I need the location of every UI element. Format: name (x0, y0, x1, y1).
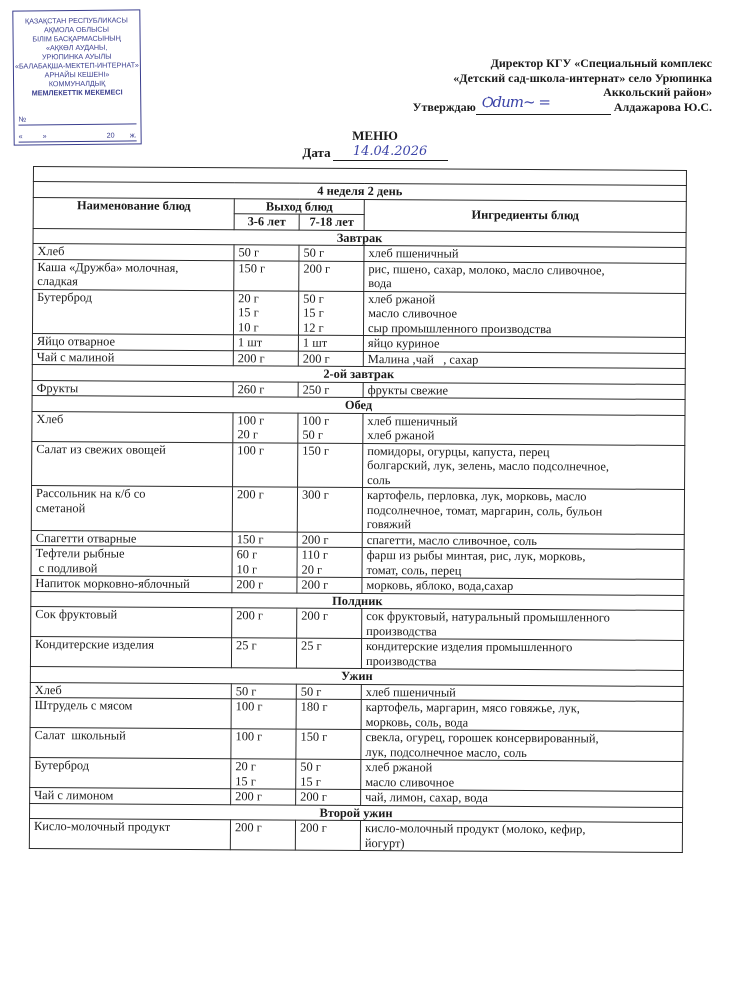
stamp-number-field (18, 113, 136, 125)
header-output: Выход блюд (234, 198, 364, 214)
portion-7-18-cell (298, 413, 363, 443)
date-value: 14.04.2026 (333, 144, 448, 161)
ingredients: масло сливочное (365, 774, 455, 790)
portion-7-18-cell (297, 608, 362, 638)
dish-name-cell (32, 411, 233, 442)
dish-name-cell (31, 530, 232, 547)
portion-7-18: 20 г (301, 562, 323, 577)
portion-3-6-cell (233, 412, 298, 442)
portion-7-18: 200 г (303, 261, 331, 276)
header-age-3-6: 3-6 лет (234, 214, 299, 230)
portion-3-6: 20 г (237, 427, 258, 442)
ingredients-cell (362, 532, 684, 549)
ingredients: свекла, огурец, горошек консервированный, (365, 730, 599, 746)
dish-name: с подливой (35, 560, 98, 575)
dish-name: Каша «Дружба» молочная, (37, 259, 179, 275)
ingredients-cell (363, 413, 685, 445)
dish-name-cell (31, 485, 232, 531)
portion-3-6-cell (232, 487, 297, 532)
dish-name-cell (31, 575, 232, 592)
portion-3-6: 100 г (237, 442, 265, 457)
portion-3-6-cell (233, 381, 298, 397)
section-title: Завтрак (33, 228, 686, 247)
portion-3-6: 50 г (238, 245, 260, 260)
dish-name: Сок фруктовый (35, 607, 118, 622)
dish-name: Хлеб (34, 682, 62, 697)
approval-line-3: Аккольский район» (603, 85, 712, 99)
dish-name-cell (30, 757, 231, 788)
portion-3-6: 20 г (235, 759, 256, 774)
header-dish-name: Наименование блюд (33, 197, 234, 229)
dish-name-cell (29, 818, 230, 849)
dish-row (30, 697, 683, 731)
dish-row (31, 485, 684, 533)
approval-line-2: «Детский сад-школа-интернат» село Урюпинка (453, 70, 712, 85)
portion-3-6: 60 г (236, 547, 258, 562)
dish-name-cell (32, 349, 233, 366)
portion-3-6-cell (233, 290, 298, 335)
portion-7-18-cell (297, 532, 362, 548)
portion-3-6: 100 г (235, 729, 263, 744)
dish-row (33, 259, 686, 293)
portion-3-6: 25 г (236, 638, 257, 653)
ingredients: хлеб ржаной (365, 760, 433, 775)
dish-name-cell (32, 441, 233, 487)
portion-7-18: 180 г (300, 699, 328, 714)
portion-3-6: 1 шт (237, 335, 263, 350)
portion-3-6-cell (233, 350, 298, 366)
ingredients: вода (368, 276, 392, 291)
section-title: Ужин (30, 666, 683, 685)
stamp-line: МЕМЛЕКЕТТІК МЕКЕМЕСІ (31, 87, 123, 98)
stamp-line: АРНАЙЫ КЕШЕНІ» (44, 69, 110, 80)
ingredients: яйцо куриное (367, 336, 440, 351)
dish-row (30, 636, 683, 670)
portion-7-18: 50 г (303, 245, 325, 260)
ingredients-cell (361, 760, 683, 792)
ingredients: рис, пшено, сахар, молоко, масло сливочное, (368, 261, 605, 277)
ingredients-cell (363, 382, 685, 399)
ingredients-cell (364, 261, 686, 293)
dish-name-cell (32, 289, 233, 335)
portion-7-18: 25 г (301, 638, 322, 653)
stamp-year-suffix: ж. (129, 130, 137, 140)
dish-name: сметаной (35, 500, 86, 515)
stamp-line: ҚАЗАҚСТАН РЕСПУБЛИКАСЫ (24, 15, 128, 26)
dish-name: Чай с малиной (36, 349, 115, 365)
dish-name: Штрудель с мясом (34, 698, 133, 713)
ingredients: спагетти, масло сливочное, соль (366, 532, 537, 548)
portion-7-18-cell (297, 577, 362, 593)
dish-name-cell (30, 787, 231, 804)
portion-7-18: 200 г (301, 608, 329, 623)
ingredients: соль (367, 472, 391, 487)
portion-7-18: 250 г (302, 382, 330, 397)
dish-name: Хлеб (36, 411, 64, 426)
dish-name: Салат из свежих овощей (36, 441, 166, 457)
portion-7-18-cell (296, 789, 361, 805)
dish-row (30, 727, 683, 761)
ingredients-cell (363, 291, 685, 337)
dish-row (29, 818, 682, 852)
ingredients-cell (361, 730, 683, 762)
header-age-7-18: 7-18 лет (299, 214, 364, 230)
portion-3-6: 150 г (236, 531, 264, 546)
stamp-line: КОММУНАЛДЫҚ (48, 78, 106, 89)
section-title: Полдник (31, 591, 684, 610)
portion-7-18-cell (298, 291, 363, 336)
dish-row (31, 606, 684, 640)
portion-7-18-cell (299, 245, 364, 261)
ingredients: подсолнечное, томат, маргарин, соль, бульон (366, 502, 603, 518)
portion-7-18: 200 г (300, 789, 327, 804)
portion-3-6-cell (234, 260, 299, 290)
portion-3-6: 200 г (236, 487, 264, 502)
ingredients: производства (366, 623, 437, 638)
dish-name: Хлеб (37, 244, 65, 259)
ingredients-cell (362, 609, 684, 641)
portion-3-6-cell (232, 577, 297, 593)
portion-3-6-cell (231, 683, 296, 699)
ingredients: хлеб пшеничный (368, 246, 459, 261)
portion-7-18: 200 г (301, 577, 329, 592)
stamp-date-mid: » (42, 131, 47, 141)
portion-7-18: 200 г (301, 532, 329, 547)
approval-block (413, 56, 712, 115)
dish-name-cell (31, 606, 232, 637)
dish-name: Рассольник на к/б со (35, 486, 146, 501)
portion-3-6: 15 г (235, 773, 256, 788)
portion-3-6-cell (233, 442, 298, 487)
ingredients-cell (361, 790, 683, 807)
stamp-line: УРЮПИНКА АУЫЛЫ (41, 51, 112, 62)
dish-name: Бутерброд (34, 758, 90, 773)
ingredients: производства (365, 653, 437, 668)
portion-7-18-cell (296, 684, 361, 700)
signer-name: Алдажарова Ю.С. (613, 100, 712, 114)
portion-7-18-cell (296, 638, 361, 668)
portion-7-18-cell (296, 699, 361, 729)
ingredients-cell (364, 246, 686, 263)
section-title: Обед (32, 395, 685, 414)
dish-name-cell (30, 697, 231, 728)
official-stamp (12, 9, 141, 145)
ingredients: болгарский, лук, зелень, масло подсолнечное, (367, 458, 609, 474)
portion-3-6-cell (231, 759, 296, 789)
portion-7-18-cell (297, 547, 362, 577)
portion-3-6: 200 г (236, 608, 264, 623)
ingredients-cell (361, 639, 683, 671)
menu-table (29, 166, 687, 853)
ingredients: кондитерские изделия промышленного (366, 639, 573, 655)
stamp-date-open: « (18, 131, 23, 141)
dish-row (31, 545, 684, 579)
ingredients-cell (362, 578, 684, 595)
signature-line (476, 92, 611, 115)
section-title: 2-ой завтрак (32, 364, 685, 383)
stamp-line: «АҚКӨЛ АУДАНЫ, (45, 42, 108, 53)
dish-name-cell (32, 333, 233, 350)
dish-row (32, 411, 685, 445)
dish-name-cell (33, 259, 234, 290)
portion-7-18-cell (296, 759, 361, 789)
portion-7-18: 200 г (299, 820, 327, 835)
portion-7-18: 200 г (302, 351, 330, 366)
portion-7-18: 12 г (302, 320, 324, 335)
dish-name: Яйцо отварное (36, 334, 116, 349)
signature: Ѻdum~ = (481, 92, 550, 111)
portion-7-18: 50 г (300, 759, 321, 774)
ingredients-cell (363, 336, 685, 353)
portion-3-6: 100 г (235, 699, 263, 714)
dish-name: Фрукты (36, 380, 79, 395)
portion-3-6-cell (231, 729, 296, 759)
section-title: Второй ужин (30, 803, 683, 822)
ingredients: хлеб ржаной (367, 428, 435, 443)
portion-7-18: 50 г (300, 684, 322, 699)
dish-name-cell (30, 636, 231, 667)
ingredients: хлеб пшеничный (367, 413, 458, 429)
ingredients-cell (360, 821, 682, 853)
portion-7-18: 15 г (300, 774, 321, 789)
dish-name: сладкая (37, 274, 78, 289)
dish-name-cell (33, 244, 234, 261)
portion-3-6-cell (233, 335, 298, 351)
portion-3-6-cell (231, 638, 296, 668)
portion-3-6: 200 г (235, 789, 262, 804)
portion-3-6-cell (232, 547, 297, 577)
ingredients-cell (362, 488, 684, 534)
dish-name: Бутерброд (37, 289, 93, 304)
dish-name: Напиток морковно-яблочный (35, 576, 190, 591)
ingredients: фрукты свежие (367, 382, 449, 398)
dish-name: Тефтели рыбные (35, 546, 125, 561)
dish-name: Спагетти отварные (35, 530, 137, 546)
ingredients: масло сливочное (368, 306, 458, 321)
portion-3-6-cell (230, 820, 295, 850)
date-label: Дата (302, 145, 331, 160)
dish-name-cell (31, 545, 232, 576)
portion-7-18: 110 г (301, 547, 328, 562)
ingredients: морковь, яблоко, вода,сахар (366, 578, 514, 593)
dish-name-cell (30, 727, 231, 758)
portion-3-6: 150 г (238, 260, 266, 275)
ingredients: сыр промышленного производства (367, 320, 552, 336)
portion-3-6-cell (234, 245, 299, 261)
portion-3-6-cell (231, 789, 296, 805)
portion-3-6: 10 г (236, 561, 258, 576)
portion-7-18: 100 г (302, 413, 330, 428)
header-ingredients: Ингредиенты блюд (364, 199, 686, 232)
ingredients-cell (363, 443, 685, 489)
portion-3-6: 200 г (237, 350, 265, 365)
portion-7-18: 15 г (303, 305, 324, 320)
portion-7-18: 50 г (302, 427, 323, 442)
ingredients-cell (362, 548, 684, 580)
portion-7-18-cell (295, 820, 360, 850)
dish-name: Салат школьный (34, 728, 126, 743)
ingredients: хлеб пшеничный (365, 684, 456, 700)
portion-3-6-cell (231, 699, 296, 729)
portion-3-6-cell (232, 608, 297, 638)
dish-row (32, 289, 685, 337)
portion-7-18: 50 г (303, 291, 324, 306)
portion-7-18: 150 г (300, 729, 328, 744)
ingredients-cell (361, 700, 683, 732)
ingredients: говяжий (366, 517, 412, 532)
ingredients: Малина ,чай , сахар (367, 351, 479, 367)
portion-3-6: 200 г (234, 820, 262, 835)
portion-7-18: 150 г (302, 443, 330, 458)
portion-7-18-cell (297, 487, 362, 532)
ingredients: помидоры, огурцы, капуста, перец (367, 443, 550, 459)
portion-7-18: 1 шт (302, 335, 328, 350)
portion-7-18-cell (298, 351, 363, 367)
week-day-header: 4 неделя 2 день (33, 182, 686, 201)
portion-3-6: 260 г (237, 381, 265, 396)
approve-label: Утверждаю (412, 100, 476, 114)
dish-name: Кисло-молочный продукт (33, 819, 171, 834)
ingredients: томат, соль, перец (366, 562, 462, 578)
ingredients: сок фруктовый, натуральный промышленного (366, 609, 610, 625)
stamp-line: «БАЛАБАҚША-МЕКТЕП-ИНТЕРНАТ» (14, 60, 139, 71)
portion-3-6: 20 г (238, 290, 259, 305)
dish-row (30, 757, 683, 791)
stamp-line: АҚМОЛА ОБЛЫСЫ (43, 24, 110, 35)
ingredients: морковь, соль, вода (365, 714, 469, 730)
portion-7-18-cell (298, 335, 363, 351)
dish-name: Чай с лимоном (34, 788, 114, 803)
dish-name: Кондитерские изделия (35, 637, 155, 652)
dish-name-cell (30, 682, 231, 699)
ingredients: лук, подсолнечное масло, соль (365, 744, 527, 760)
title-block (285, 128, 465, 161)
portion-7-18: 300 г (301, 487, 329, 502)
ingredients-cell (361, 684, 683, 701)
portion-7-18-cell (298, 382, 363, 398)
portion-3-6: 10 г (237, 319, 259, 334)
portion-7-18-cell (296, 729, 361, 759)
portion-3-6: 200 г (236, 577, 264, 592)
portion-3-6: 100 г (237, 412, 265, 427)
dish-name-cell (32, 380, 233, 397)
ingredients: йогурт) (364, 835, 405, 850)
dish-row (32, 441, 685, 489)
ingredients-cell (363, 351, 685, 368)
approval-line-1: Директор КГУ «Специальный комплекс (490, 56, 712, 70)
ingredients: кисло-молочный продукт (молоко, кефир, (364, 821, 586, 837)
stamp-number-label: № (18, 114, 27, 124)
stamp-date-field (19, 130, 137, 142)
ingredients: картофель, маргарин, мясо говяжье, лук, (365, 700, 580, 716)
portion-7-18-cell (299, 261, 364, 291)
portion-3-6-cell (232, 531, 297, 547)
portion-3-6: 50 г (235, 683, 257, 698)
portion-3-6: 15 г (238, 305, 259, 320)
ingredients: чай, лимон, сахар, вода (365, 790, 488, 805)
portion-7-18-cell (298, 443, 363, 488)
ingredients: фарш из рыбы минтая, рис, лук, морковь, (366, 548, 586, 564)
page-title: МЕНЮ (352, 128, 398, 143)
stamp-line: БІЛІМ БАСҚАРМАСЫНЫҢ (32, 33, 121, 44)
stamp-year-label: 20 (106, 130, 115, 140)
ingredients: хлеб ржаной (368, 291, 436, 306)
date-row (285, 144, 465, 161)
ingredients: картофель, перловка, лук, морковь, масло (366, 488, 587, 504)
